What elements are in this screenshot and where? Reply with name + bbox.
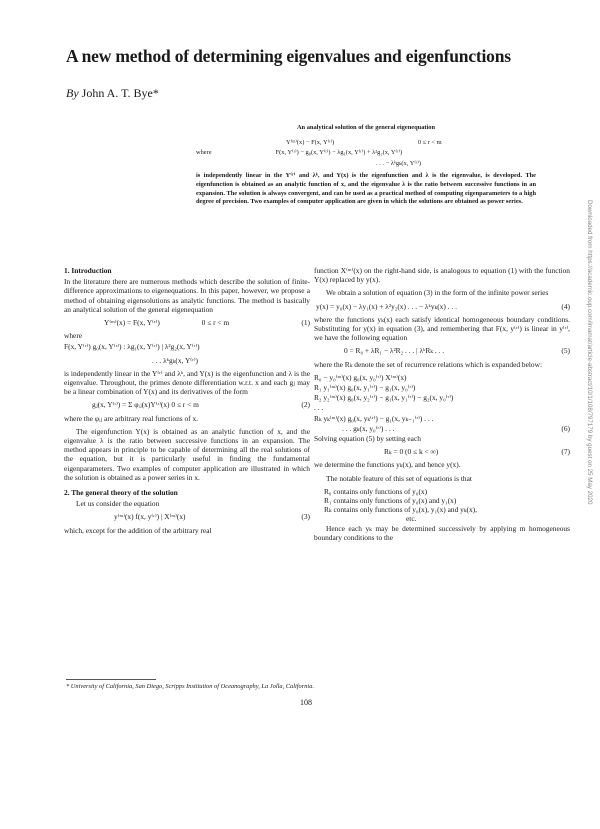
right-paragraph-5: Solving equation (5) by setting each [314, 434, 421, 444]
equation-2-body: gⱼ(x, Y⁽ʳ⁾) = Σ φᵢⱼ(x)Y⁽ʳ⁾(x) 0 ≤ r < m [92, 400, 199, 410]
intro-paragraph-4: The eigenfunction Y(x) is obtained as an analytic function of x, and the eigenvalue λ is the ratio between successive functions in an expansion. The method appears in principle to be capable of determining all the real solutions of the equation, but it is particularly useful in finding the fundamental eigenparameters. Two examples of computer application are illustrated in which the solution is obtained as a power series in x. [64, 426, 310, 482]
item-3: Rₖ contains only functions of y₀(x), y₁(x) and yₖ(x), [324, 505, 477, 515]
recurrence-r1: R₁ y₁⁽ᵐ⁾(x) g₀(x, y₁⁽ʳ⁾) − g₁(x, y₀⁽ʳ⁾) [314, 383, 416, 393]
right-paragraph-6: we determine the functions yₖ(x), and hence y(x). [314, 460, 461, 470]
right-paragraph-3: where the functions yₖ(x) each satisfy identical homogeneous boundary conditions. Substituting for y(x) in equation (3), and remembering that F(x, y⁽ʳ⁾) is linear in y⁽ʳ⁾, we have the following equation [314, 314, 570, 343]
item-3-etc: etc. [406, 514, 417, 524]
abstract-equation-2 [196, 149, 536, 158]
abstract-equation-1 [196, 139, 536, 148]
abstract-eq1: Y⁽ᵐ⁾(x) − F(x, Y⁽ʳ⁾) [286, 138, 335, 146]
recurrence-rk2: . . . gₖ(x, y₀⁽ʳ⁾) . . . [342, 423, 395, 433]
equation-3-number: (3) [301, 512, 310, 522]
abstract-equation-3: . . . − λᵏgₖ(x, Y⁽ʳ⁾) [376, 159, 421, 167]
right-paragraph-1: function X⁽ᵐ⁾(x) on the right-hand side, is analogous to equation (1) with the function Y(x) replaced by y(x). [314, 266, 570, 285]
equation-7-body: Rₖ = 0 (0 ≤ k < ∞) [384, 447, 439, 457]
section-2-heading: 2. The general theory of the solution [64, 488, 178, 498]
equation-4-number: (4) [561, 301, 570, 311]
recurrence-rk-continued [314, 424, 570, 433]
recurrence-r0: R₀ − y₀⁽ᵐ⁾(x) g₀(x, y₀⁽ʳ⁾) X⁽ᵐ⁾(x) [314, 372, 407, 382]
equation-3 [64, 512, 310, 521]
footnote: * University of California, San Diego, Scripps Institution of Oceanography, La Jolla, California. [66, 683, 314, 690]
author-name: John A. T. Bye* [81, 86, 159, 100]
page-number: 108 [300, 698, 312, 707]
intro-paragraph-1: In the literature there are numerous methods which describe the solution of finite-difference approximations to eigenequations. In this paper, however, we propose a method of obtaining eigensolutions as analytic functions. The method is basically an analytical solution of the general eigenequation [64, 277, 310, 314]
author-prefix: By [66, 86, 79, 100]
right-paragraph-2: We obtain a solution of equation (3) in the form of the infinite power series [326, 288, 549, 298]
abstract-eq1-cond: 0 ≤ r < m [417, 138, 442, 146]
equation-3-body: y⁽ᵐ⁾(x) f(x, y⁽ʳ⁾) | X⁽ᵐ⁾(x) [114, 512, 186, 522]
equation-1 [64, 318, 310, 327]
equation-1-body: Y⁽ᵐ⁾(x) = F(x, Y⁽ʳ⁾) [104, 318, 160, 328]
equation-5-body: 0 = R₀ + λR₁ − λ²R₂ . . . | λᵏRₖ . . . [344, 346, 445, 356]
right-column [314, 266, 570, 546]
equation-5 [314, 346, 570, 355]
equation-4 [314, 302, 570, 311]
intro-paragraph-3: where the φᵢⱼ are arbitrary real functions of x. [64, 413, 199, 423]
abstract-body: is independently linear in the Y⁽ʳ⁾ and λᵏ, and Y(x) is the eigenfunction and λ is the eigenvalue, is developed. The eigenfunction is obtained as an analytic function of x, and the eigenvalue λ is the ratio between successive functions in an expansion. The solution is always convergent, and can be used as a practical method of computing eigenparameters to a high degree of precision. Two examples of computer application are given in which the solutions are obtained as power series. [196, 172, 536, 206]
equation-where-2: . . . λᵏgₖ(x, Y⁽ʳ⁾) [152, 355, 199, 365]
download-watermark [583, 200, 595, 620]
where-word: where [64, 331, 83, 341]
author-line [66, 86, 159, 101]
equation-where-1: F(x, Y⁽ʳ⁾) g₀(x, Y⁽ʳ⁾) : λg₁(x, Y⁽ʳ⁾) | λ²g₂(x, Y⁽ʳ⁾) [64, 342, 200, 352]
download-watermark-text: Downloaded from https://academic.oup.com/imamat/article-abstract/10/1/108/797179 by guest on 25 May 2020 [586, 200, 593, 505]
section-1-heading: 1. Introduction [64, 266, 112, 275]
equation-5-number: (5) [561, 346, 570, 356]
recurrence-r2: R₂ y₂⁽ᵐ⁾(x) g₀(x, y₂⁽ʳ⁾) − g₁(x, y₁⁽ʳ⁾) − g₂(x, y₀⁽ʳ⁾) [314, 393, 454, 403]
equation-2-number: (2) [301, 400, 310, 410]
equation-4-body: y(x) = y₀(x) − λy₁(x) + λ²y₂(x) . . . − λᵏyₖ(x) . . . [316, 301, 457, 311]
right-paragraph-4: where the Rₖ denote the set of recurrence relations which is expanded below: [314, 359, 543, 369]
equation-7 [314, 447, 570, 456]
equation-7-number: (7) [561, 447, 570, 457]
abstract-eq2: F(x, Y⁽ʳ⁾) − g₀(x, Y⁽ʳ⁾) − λg₁(x, Y⁽ʳ⁾) + λ²g₂(x, Y⁽ʳ⁾) [275, 149, 403, 157]
recurrence-rk: Rₖ yₖ⁽ᵐ⁾(x) g₀(x, yₖ⁽ʳ⁾) − g₁(x, yₖ₋₁⁽ʳ⁾) . . . [314, 413, 434, 423]
theory-paragraph-1: Let us consider the equation [76, 499, 160, 509]
intro-paragraph-2: is independently linear in the Y⁽ʳ⁾ and λᵏ, and Y(x) is the eigenfunction and λ is the eigenvalue. Throughout, the primes denote differentiation w.r.t. x and each gⱼ may be a linear combination of Y(x) and its derivatives of the form [64, 368, 310, 397]
equation-2 [64, 400, 310, 409]
item-1: R₀ contains only functions of y₀(x) [324, 486, 428, 496]
footnote-rule [66, 679, 156, 680]
equation-6-number: (6) [561, 423, 570, 433]
equation-1-number: (1) [301, 318, 310, 328]
abstract-where: where [196, 149, 212, 157]
equation-1-cond: 0 ≤ r < m [201, 318, 230, 328]
item-2: R₁ contains only functions of y₀(x) and y₁(x) [324, 496, 457, 506]
theory-paragraph-2: which, except for the addition of the arbitrary real [64, 525, 212, 535]
abstract [196, 124, 536, 207]
right-paragraph-7: The notable feature of this set of equations is that [326, 473, 472, 483]
recurrence-dots: . . . [314, 403, 324, 413]
paper-title: A new method of determining eigenvalues and eigenfunctions [66, 46, 511, 66]
right-paragraph-8: Hence each yₖ may be determined successively by applying m homogeneous boundary conditions to the [314, 523, 570, 542]
left-column [64, 266, 310, 539]
abstract-heading: An analytical solution of the general eigenequation [296, 124, 436, 131]
